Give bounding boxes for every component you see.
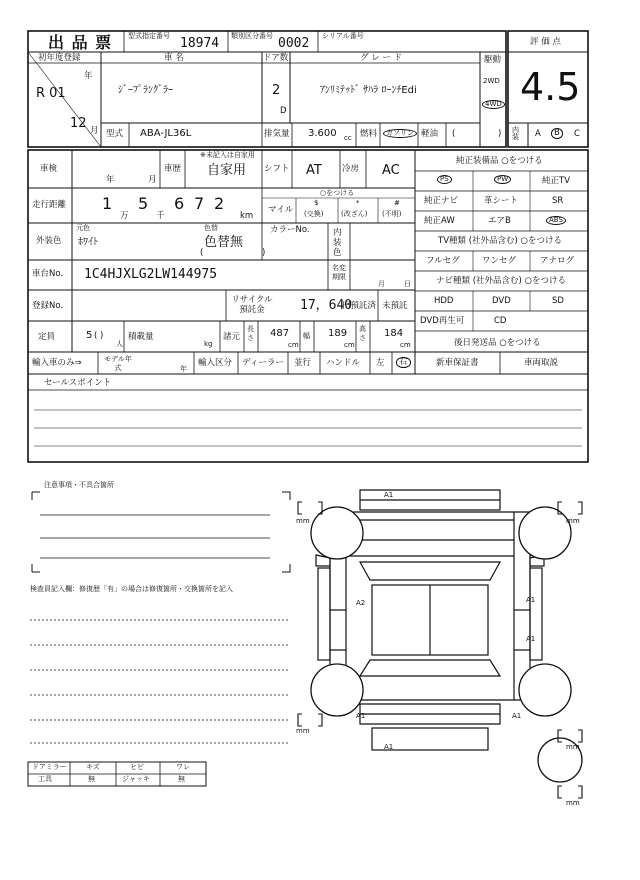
interior-label: 内装 [512, 126, 519, 141]
import-only-label: 輸入車のみ⇒ [32, 358, 82, 368]
dims-label: 諸元 [223, 332, 241, 342]
evaluation-score: 4.5 [520, 65, 581, 109]
mm-unit: mm [296, 517, 310, 525]
mm-unit: mm [566, 517, 580, 525]
exchanged-symbol: $ [314, 199, 319, 207]
width-value: 189 [328, 328, 348, 339]
first-reg-month: 12 [70, 116, 87, 131]
mile-option: マイル [268, 205, 294, 215]
unit-check-note: ○をつける [320, 189, 355, 197]
model-year-label: モデル年式 [104, 355, 132, 372]
grade-label: グ レ ー ド [360, 53, 403, 63]
height-value: 184 [384, 328, 404, 339]
caution-label: 注意事項・不具合箇所 [44, 481, 114, 489]
recycle-label: リサイクル預託金 [231, 295, 273, 315]
fuel-label: 燃料 [360, 129, 378, 139]
inspection-label: 車検 [40, 164, 58, 174]
inspector-note-label: 検査員記入欄：修復歴「有」の場合は修復箇所・交換箇所を記入 [30, 585, 233, 593]
first-reg-label: 初年度登録 [38, 53, 81, 63]
usage-label: 車歴 [164, 164, 182, 174]
height-label: 高さ [359, 325, 366, 342]
capacity-unit: 人 [116, 340, 123, 348]
equip-pw-circled: PW [494, 175, 511, 184]
later-warranty: 新車保証書 [436, 358, 479, 368]
orig-color-label: 元色 [76, 224, 90, 232]
equip-leather: 革シート [484, 196, 519, 206]
damage-mark-front-bumper: A1 [384, 491, 394, 499]
unknown-label: (不明) [382, 210, 402, 218]
name-change-label: 名変期限 [332, 264, 346, 281]
chassis-label: 車台No. [32, 269, 64, 279]
recycle-not-deposited: 未預託 [382, 301, 408, 311]
equip-airbag: エアB [488, 216, 511, 226]
shift-label: シフト [264, 164, 290, 174]
interior-c: C [574, 129, 580, 139]
mileage-digit: 6 [174, 194, 185, 213]
import-type-label: 輸入区分 [198, 358, 233, 368]
legend-scratch: キズ [86, 763, 100, 771]
dvd-play-label: DVD再生可 [420, 316, 465, 326]
legend-tools-label: 工具 [38, 775, 52, 783]
capacity-paren: ( ) [94, 331, 104, 341]
fuel-paren-open: ( [452, 129, 456, 139]
mm-unit: mm [296, 727, 310, 735]
doors-type: D [280, 106, 287, 116]
damage-mark-left-rear: A1 [356, 712, 366, 720]
equip-abs-circled: ABS [546, 216, 566, 225]
tv-analog: アナログ [540, 256, 575, 266]
int-color-label: 内装色 [333, 228, 342, 258]
capacity-value: 5 [86, 330, 93, 341]
import-parallel: 並行 [294, 358, 312, 368]
recycle-amount: 17，640 [300, 298, 353, 313]
tv-type-title: TV種類 (社外品含む) ○をつける [438, 236, 562, 246]
ac-value: AC [382, 163, 400, 178]
later-shipment-title: 後日発送品 ○をつける [454, 338, 541, 348]
damage-mark-right-front-door: A1 [526, 596, 536, 604]
mm-unit: mm [566, 799, 580, 807]
drive-label: 駆動 [484, 55, 502, 65]
tv-fullseg: フルセグ [426, 256, 460, 266]
shift-value: AT [306, 163, 322, 178]
score-label: 評 価 点 [530, 37, 561, 47]
damage-mark-right-rear: A1 [512, 712, 522, 720]
displacement-label: 排気量 [264, 129, 290, 139]
doors-count: 2 [272, 83, 281, 98]
recycle-status: 円預託済 [342, 301, 377, 311]
usage-note: ※未記入は自家用 [200, 151, 255, 159]
km-unit: km [240, 211, 254, 221]
usage-value: 自家用 [207, 163, 247, 178]
import-dealer: ディーラー [242, 358, 284, 368]
tampered-label: (改ざん) [341, 210, 368, 218]
name-change-month: 月 [378, 280, 385, 288]
mm-unit: mm [566, 743, 580, 751]
equip-ps-circled: PS [437, 175, 452, 184]
inspection-year-unit: 年 [106, 175, 115, 185]
cd-label: CD [494, 316, 507, 326]
man-unit: 万 [120, 211, 129, 221]
handle-label: ハンドル [326, 358, 361, 368]
type-cert-label: 型式指定番号 [128, 32, 170, 40]
load-label: 積載量 [128, 332, 154, 342]
mileage-digit: 7 [194, 194, 205, 213]
first-reg-era-year: R 01 [36, 86, 66, 101]
length-value: 487 [270, 328, 290, 339]
serial-label: シリアル番号 [322, 32, 364, 40]
sen-unit: 千 [156, 211, 165, 221]
color-change-label: 色替 [204, 224, 218, 232]
inspection-month-unit: 月 [148, 175, 157, 185]
tv-oneseg: ワンセグ [482, 256, 517, 266]
name-change-day: 日 [404, 280, 411, 288]
mileage-digit: 2 [214, 194, 225, 213]
equipment-title: 純正装備品 ○をつける [456, 156, 543, 166]
doors-label: ドア数 [263, 53, 289, 63]
legend-tools-value: 無 [88, 775, 95, 783]
handle-right-circled: 右 [396, 357, 411, 368]
load-unit: kg [204, 340, 213, 348]
drive-2wd: 2WD [483, 77, 500, 85]
length-label: 長さ [247, 325, 254, 342]
ext-color-label: 外装色 [36, 236, 62, 246]
width-unit: cm [344, 341, 355, 349]
fuel-paren-close: ) [498, 129, 502, 139]
ext-color: ﾎﾜｲﾄ [78, 237, 98, 248]
interior-a: A [535, 129, 541, 139]
first-reg-year-suffix: 年 [84, 71, 93, 81]
equip-navi: 純正ナビ [424, 196, 459, 206]
legend-door-mirror: ドアミラー [32, 763, 67, 771]
car-name-label: 車 名 [164, 53, 184, 63]
navi-dvd: DVD [492, 296, 511, 306]
color-change-value: 色替無 [204, 235, 244, 250]
category-label: 類別区分番号 [231, 32, 273, 40]
legend-jack-value: 無 [178, 775, 185, 783]
first-reg-month-suffix: 月 [90, 126, 99, 136]
sales-point-label: セールスポイント [44, 378, 112, 388]
mileage-label: 走行距離 [32, 200, 67, 210]
equip-sr: SR [552, 196, 564, 206]
interior-b-circled: B [551, 128, 563, 139]
reg-label: 登録No. [32, 301, 64, 311]
legend-break: ワレ [176, 763, 190, 771]
equip-aw: 純正AW [424, 216, 455, 226]
legend-crack: ヒビ [130, 763, 144, 771]
damage-mark-rear-bumper: A1 [384, 743, 394, 751]
model-label: 型式 [106, 129, 124, 139]
color-paren-close: ) [262, 248, 266, 258]
car-name: ｼﾞｰﾌﾟﾗﾝｸﾞﾗｰ [118, 85, 173, 96]
damage-mark-left-front-door: A2 [356, 599, 366, 607]
chassis-number: 1C4HJXLG2LW144975 [84, 267, 218, 282]
legend-jack-label: ジャッキ [122, 775, 150, 783]
model-year-unit: 年 [180, 365, 187, 373]
fuel-diesel: 軽油 [421, 129, 439, 139]
grade: ｱﾝﾘﾐﾃｯﾄﾞ ｻﾊﾗ ﾛｰﾝﾁEdi [320, 85, 417, 96]
mileage-digit: 5 [138, 194, 149, 213]
cc-unit: cc [344, 134, 352, 142]
color-code-label: カラーNo. [270, 225, 310, 235]
length-unit: cm [288, 341, 299, 349]
displacement: 3.600 [308, 128, 337, 139]
fuel-gasoline-circled: ガソリン [383, 129, 417, 138]
later-manual: 車両取説 [524, 358, 559, 368]
exchanged-label: (交換) [304, 210, 324, 218]
navi-sd: SD [552, 296, 564, 306]
category-number: 0002 [278, 36, 310, 51]
ac-label: 冷房 [342, 164, 360, 174]
form-title: 出 品 票 [48, 33, 113, 52]
navi-hdd: HDD [434, 296, 454, 306]
navi-type-title: ナビ種類 (社外品含む) ○をつける [436, 276, 566, 286]
tampered-symbol: * [356, 199, 360, 207]
handle-left: 左 [376, 358, 385, 368]
model-code: ABA-JL36L [140, 128, 192, 139]
damage-mark-right-rear-door: A1 [526, 635, 536, 643]
mileage-digit: 1 [102, 194, 113, 213]
equip-tv: 純正TV [542, 176, 571, 186]
width-label: 幅 [303, 332, 310, 340]
drive-4wd-circled: 4WD [482, 100, 505, 109]
height-unit: cm [400, 341, 411, 349]
type-cert-number: 18974 [180, 36, 220, 51]
unknown-symbol: # [394, 199, 400, 207]
capacity-label: 定員 [38, 332, 56, 342]
color-paren-open: ( [200, 248, 204, 258]
